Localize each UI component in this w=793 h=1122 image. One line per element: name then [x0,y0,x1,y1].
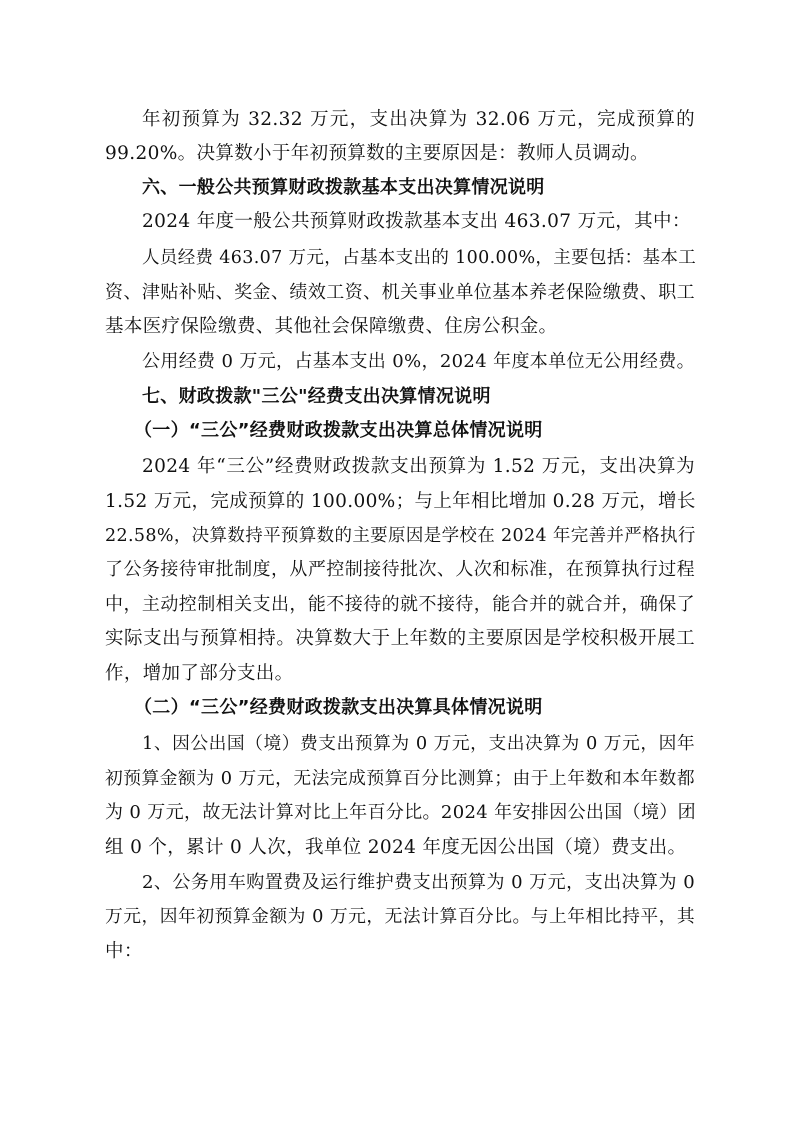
body-line: 组 0 个，累计 0 人次，我单位 2024 年度无因公出国（境）费支出。 [105,837,687,858]
body-line: 2024 年度一般公共预算财政拨款基本支出 463.07 万元，其中： [142,211,691,232]
subsection-heading-2: （二）“三公”经费财政拨款支出决算具体情况说明 [134,697,543,718]
body-line: 公用经费 0 万元，占基本支出 0%，2024 年度本单位无公用经费。 [142,351,695,372]
body-line: 2024 年“三公”经费财政拨款支出预算为 1.52 万元，支出决算为 [142,456,695,477]
body-line: 99.20%。决算数小于年初预算数的主要原因是：教师人员调动。 [105,143,649,164]
body-line: 资、津贴补贴、奖金、绩效工资、机关事业单位基本养老保险缴费、职工 [105,282,695,303]
body-line: 为 0 万元，故无法计算对比上年百分比。2024 年安排因公出国（境）团 [105,802,697,823]
body-line: 1.52 万元，完成预算的 100.00%；与上年相比增加 0.28 万元，增长 [105,491,696,512]
body-line: 实际支出与预算相持。决算数大于上年数的主要原因是学校积极开展工 [105,628,695,649]
body-line: 22.58%，决算数持平预算数的主要原因是学校在 2024 年完善并严格执行 [105,526,696,546]
body-line: 1、因公出国（境）费支出预算为 0 万元，支出决算为 0 万元，因年 [142,734,695,754]
body-line: 中，主动控制相关支出，能不接待的就不接待，能合并的就合并，确保了 [105,594,695,615]
body-line: 初预算金额为 0 万元，无法完成预算百分比测算；由于上年数和本年数都 [105,769,695,789]
body-line: 基本医疗保险缴费、其他社会保障缴费、住房公积金。 [105,316,558,337]
body-line: 2、公务用车购置费及运行维护费支出预算为 0 万元，支出决算为 0 [142,872,695,893]
subsection-heading-1: （一）“三公”经费财政拨款支出决算总体情况说明 [134,420,543,441]
body-line: 年初预算为 32.32 万元，支出决算为 32.06 万元，完成预算的 [142,109,695,130]
body-line: 人员经费 463.07 万元，占基本支出的 100.00%，主要包括：基本工 [142,248,697,268]
section-heading-6: 六、一般公共预算财政拨款基本支出决算情况说明 [142,177,545,198]
section-heading-7: 七、财政拨款"三公"经费支出决算情况说明 [142,386,491,407]
body-line: 作，增加了部分支出。 [105,663,294,684]
body-line: 了公务接待审批制度，从严控制接待批次、人次和标准，在预算执行过程 [105,559,695,580]
body-line: 万元，因年初预算金额为 0 万元，无法计算百分比。与上年相比持平，其 [105,907,695,927]
body-line: 中： [105,941,143,962]
